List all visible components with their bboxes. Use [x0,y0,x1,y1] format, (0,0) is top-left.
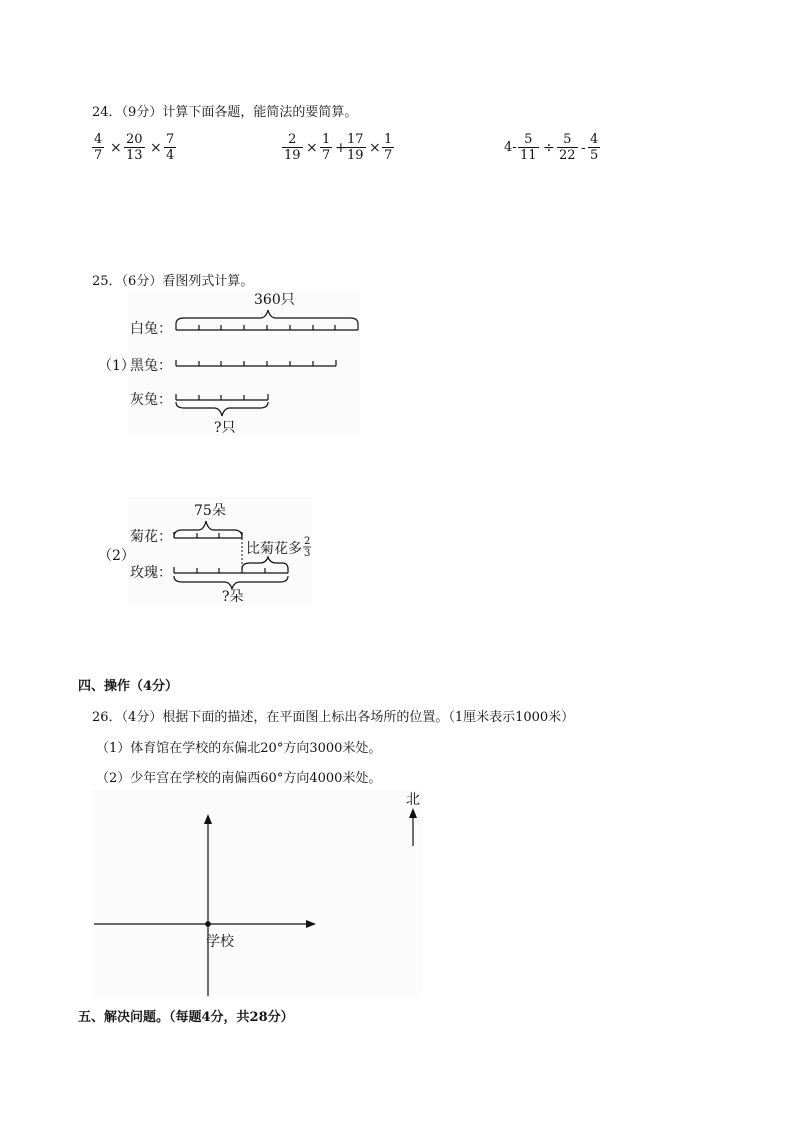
side-fraction-num: 2 [304,536,311,547]
operator: ÷ [543,140,555,156]
leading-term: 4- [504,140,517,155]
row-label-rose: 玫瑰： [130,565,172,581]
q26-item2: （2）少年宫在学校的南偏西60°方向4000米处。 [96,771,382,786]
fraction: 2 19 [284,132,301,163]
row-label-grey: 灰兔： [130,392,172,408]
q26-item1: （1）体育馆在学校的东偏北20°方向3000米处。 [96,741,382,756]
flower-diagram [128,497,312,605]
ticks-white [176,324,358,330]
q24-title: 24．（9分）计算下面各题，能简法的要简算。 [92,105,358,120]
fraction: 7 4 [166,132,175,163]
fraction: 17 19 [347,132,364,163]
row-label-white: 白兔： [130,321,172,337]
operator: - [581,140,586,156]
operator: × [369,140,381,156]
ticks-rose [174,567,288,573]
brace-bottom-label: ?只 [214,420,236,436]
brace-top-label: 75朵 [194,503,226,519]
arrow-up-icon [204,814,212,824]
brace-bottom-label: ?朵 [222,589,244,605]
coordinate-plane [92,790,422,998]
section-5-title: 五、解决问题。（每题4分，共28分） [78,1010,294,1025]
side-fraction-den: 3 [304,548,311,559]
ticks-grey [176,394,268,400]
origin-point [205,921,211,927]
fraction: 5 11 [520,132,537,163]
operator: × [150,140,162,156]
q25-title: 25．（6分）看图列式计算。 [92,274,254,289]
side-label: 比菊花多 [246,541,302,557]
fraction: 1 7 [384,132,393,163]
row-label-chrysanthemum: 菊花： [130,529,172,545]
ticks-black [176,360,336,366]
north-label: 北 [406,792,420,808]
part-label-1: （1） [98,358,135,374]
operator: × [306,140,318,156]
row-label-black: 黑兔： [130,358,172,374]
arrow-right-icon [306,920,316,928]
section-4-title: 四、操作（4分） [78,679,179,694]
fraction: 1 7 [322,132,331,163]
ticks-chrysanthemum [174,532,242,538]
north-arrow-icon [409,808,417,818]
fraction: 4 5 [590,132,599,163]
fraction: 20 13 [126,132,143,163]
brace-bottom [174,576,288,589]
operator: × [110,140,122,156]
fraction: 5 22 [559,132,576,163]
fraction: 4 7 [94,132,103,163]
q26-title: 26．（4分）根据下面的描述，在平面图上标出各场所的位置。（1厘米表示1000米） [92,710,575,725]
brace-top-label: 360只 [254,292,295,308]
operator: + [335,140,347,156]
part-label-2: （2） [98,548,135,564]
brace-bottom [176,402,268,416]
brace-side [242,557,288,569]
brace-top [176,310,358,324]
origin-label: 学校 [206,934,234,950]
brace-top [174,521,242,537]
